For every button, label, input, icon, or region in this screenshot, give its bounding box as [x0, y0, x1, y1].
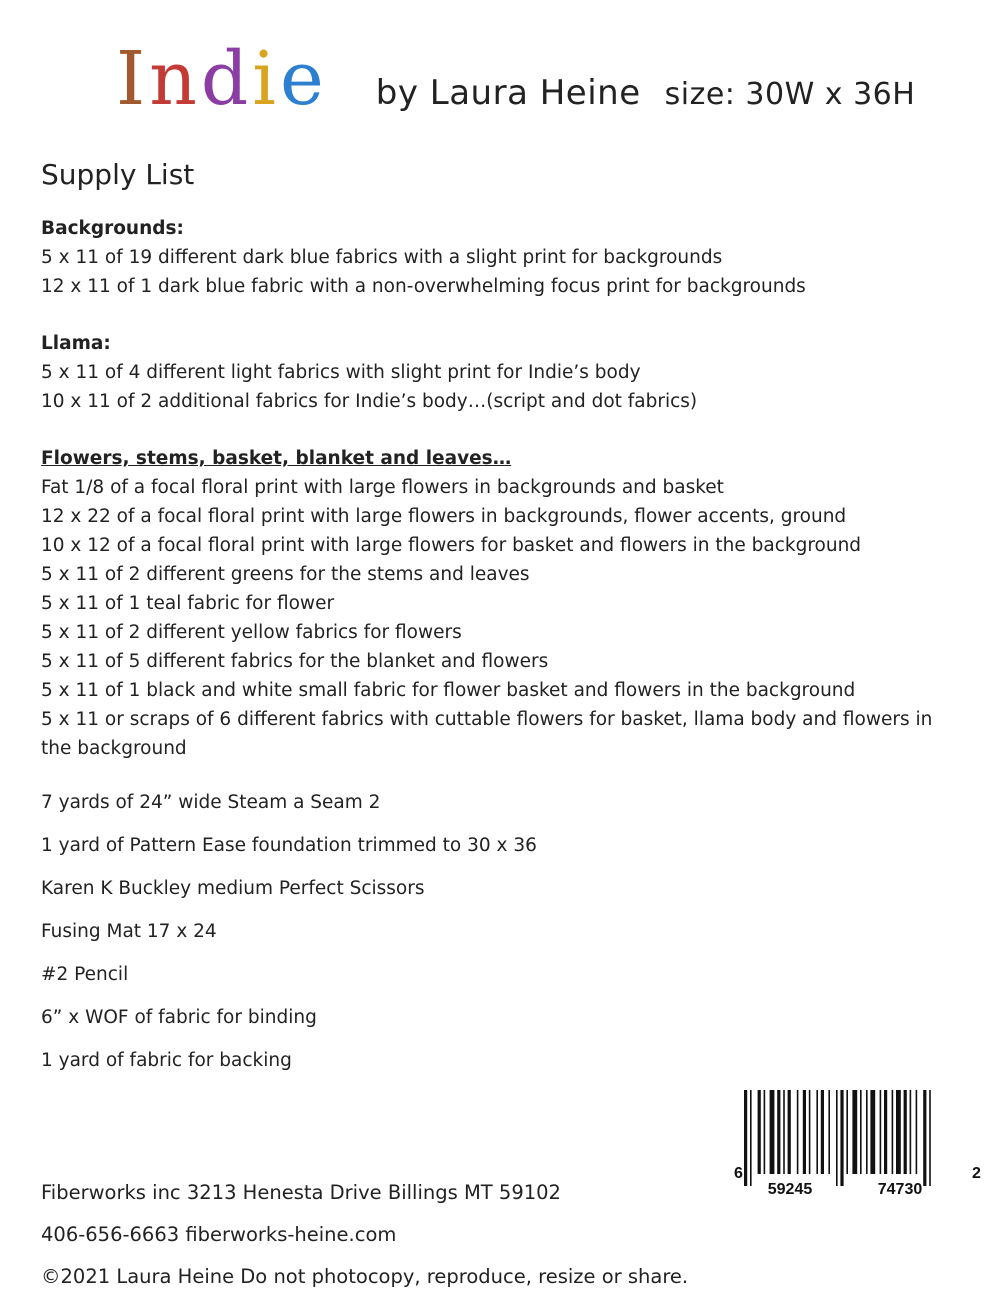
barcode-bars: [744, 1090, 931, 1186]
supply-item: 6” x WOF of fabric for binding: [41, 1007, 317, 1028]
byline: by Laura Heine: [375, 73, 641, 113]
list-item: 10 x 11 of 2 additional fabrics for Indie’s body…(script and dot fabrics): [41, 391, 698, 412]
list-item: 10 x 12 of a focal floral print with large flowers for basket and flowers in the background: [41, 535, 862, 556]
barcode-bar: [758, 1090, 761, 1174]
size-label: size: 30W x 36H: [664, 77, 916, 112]
barcode-bar: [788, 1090, 791, 1174]
section-backgrounds: [41, 214, 961, 301]
list-item: 12 x 22 of a focal floral print with large flowers in backgrounds, flower accents, ground: [41, 506, 847, 527]
supply-item: 1 yard of fabric for backing: [41, 1050, 292, 1071]
supply-item: 1 yard of Pattern Ease foundation trimmed to 30 x 36: [41, 835, 537, 856]
section-flowers: [41, 444, 961, 763]
section-llama: [41, 329, 961, 416]
list-item: 5 x 11 of 2 different greens for the stems and leaves: [41, 564, 530, 585]
list-item: 5 x 11 of 4 different light fabrics with slight print for Indie’s body: [41, 362, 641, 383]
supply-list-heading: Supply List: [41, 158, 195, 191]
barcode-bar: [809, 1090, 811, 1174]
barcode-bar: [880, 1090, 882, 1174]
title-letter: n: [149, 36, 201, 122]
list-item: 5 x 11 of 1 black and white small fabric for flower basket and flowers in the background: [41, 680, 856, 701]
footer-contact: 406-656-6663 fiberworks-heine.com: [41, 1223, 397, 1246]
barcode-bar: [764, 1090, 766, 1174]
section-label: Flowers, stems, basket, blanket and leaves…: [41, 448, 512, 469]
barcode-bar: [923, 1090, 926, 1186]
list-item: Fat 1/8 of a focal floral print with large flowers in backgrounds and basket: [41, 477, 724, 498]
barcode-bar: [846, 1090, 848, 1174]
barcode-bar: [828, 1090, 830, 1174]
barcode-last-digit: 2: [972, 1165, 981, 1182]
list-item: 5 x 11 of 5 different fabrics for the blanket and flowers: [41, 651, 549, 672]
barcode-bar: [744, 1090, 747, 1186]
list-item: 5 x 11 of 1 teal fabric for flower: [41, 593, 335, 614]
barcode-bar: [750, 1090, 752, 1186]
title-letter: i: [252, 36, 280, 122]
supplies-list: [41, 788, 537, 1089]
barcode-bar: [916, 1090, 918, 1174]
title-letter: e: [279, 36, 328, 122]
barcode-bar: [904, 1090, 907, 1174]
barcode-bar: [866, 1090, 868, 1174]
barcode-left-group: 59245: [767, 1181, 813, 1198]
title-letter: d: [200, 36, 253, 122]
barcode-right-group: 74730: [877, 1181, 923, 1198]
list-item: 12 x 11 of 1 dark blue fabric with a non-overwhelming focus print for backgrounds: [41, 276, 806, 297]
supply-item: #2 Pencil: [41, 964, 129, 985]
supply-item: 7 yards of 24” wide Steam a Seam 2: [41, 792, 381, 813]
supply-item: Karen K Buckley medium Perfect Scissors: [41, 878, 425, 899]
barcode-bar: [929, 1090, 931, 1186]
footer-copyright: ©2021 Laura Heine Do not photocopy, reproduce, resize or share.: [41, 1265, 689, 1288]
list-item: 5 x 11 of 19 different dark blue fabrics with a slight print for backgrounds: [41, 247, 723, 268]
footer-address: Fiberworks inc 3213 Henesta Drive Billings MT 59102: [41, 1181, 561, 1204]
barcode-bar: [836, 1090, 838, 1186]
barcode-bar: [852, 1090, 857, 1174]
barcode-bar: [797, 1090, 799, 1174]
barcode-bar: [821, 1090, 824, 1174]
section-label: Llama:: [41, 333, 111, 354]
barcode-bar: [840, 1090, 843, 1186]
barcode-bar: [884, 1090, 887, 1174]
barcode-bar: [783, 1090, 785, 1174]
barcode-bar: [803, 1090, 806, 1174]
barcode-bar: [816, 1090, 818, 1174]
barcode-first-digit: 6: [734, 1165, 743, 1182]
supply-item: Fusing Mat 17 x 24: [41, 921, 217, 942]
barcode: [730, 1088, 984, 1198]
barcode-bar: [770, 1090, 775, 1174]
title-line: [116, 36, 916, 132]
barcode-bar: [892, 1090, 894, 1174]
barcode-bar: [896, 1090, 901, 1174]
title-letter: I: [116, 36, 150, 122]
pattern-title: [116, 36, 328, 122]
barcode-bar: [860, 1090, 862, 1174]
list-item: 5 x 11 of 2 different yellow fabrics for flowers: [41, 622, 462, 643]
list-item: 5 x 11 or scraps of 6 different fabrics with cuttable flowers for basket, llama body and flowers in the background: [41, 709, 933, 759]
barcode-bar: [777, 1090, 780, 1174]
barcode-bar: [870, 1090, 875, 1174]
section-label: Backgrounds:: [41, 218, 184, 239]
barcode-bar: [910, 1090, 912, 1174]
